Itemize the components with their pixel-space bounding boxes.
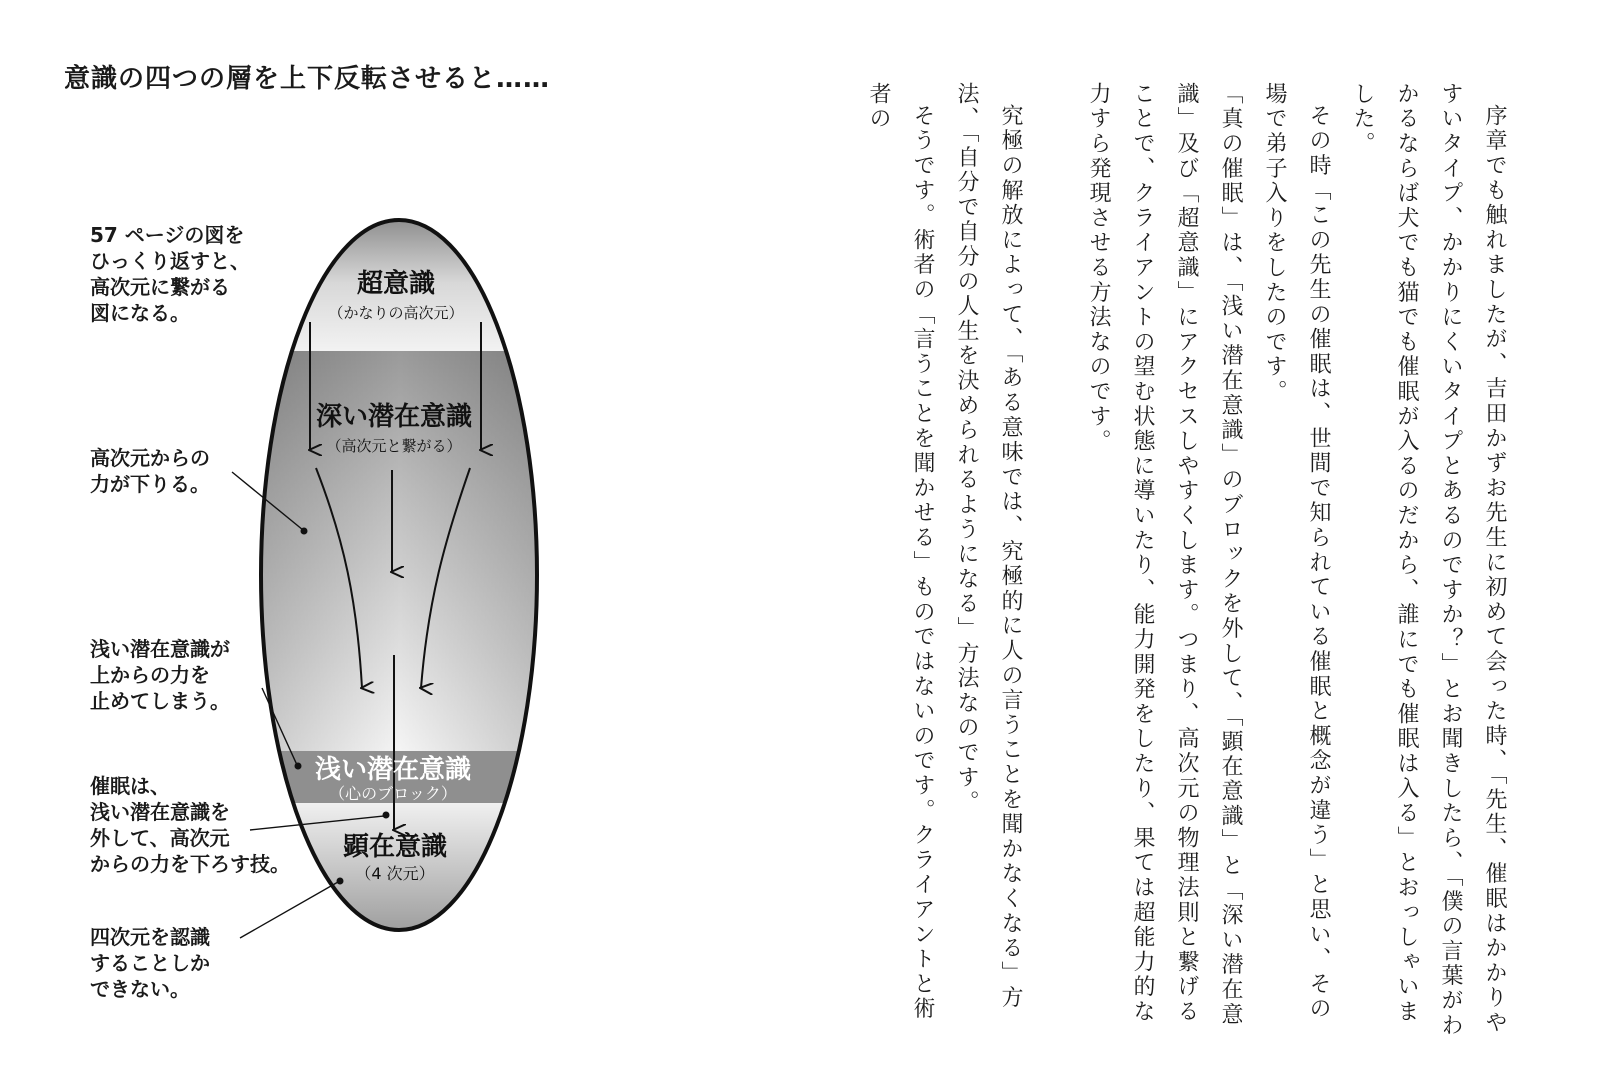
layer-name-deep: 深い潜在意識 <box>315 402 473 432</box>
layer-sub-super: （かなりの高次元） <box>328 304 464 322</box>
body-paragraph: 序章でも触れましたが、吉田かずお先生に初めて会った時、「先生、催眠はかかりやすいタイプ、かかりにくいタイプとあるのですか？」とお聞きしたら、「僕の言葉がわかるならば犬でも猫でも催眠が入るのだから、誰にでも催眠は入る」とおっしゃいました。 <box>1350 82 1507 1039</box>
leader-dot <box>295 763 302 770</box>
body-paragraph: そうです。術者の「言うことを聞かせる」ものではないのです。クライアントと術者の <box>866 82 935 1022</box>
layer-name-conscious: 顕在意識 <box>342 832 448 862</box>
layer-name-shallow: 浅い潜在意識 <box>314 755 472 785</box>
callout-power-descends: 高次元からの 力が下りる。 <box>90 446 210 496</box>
layer-sub-conscious: （4 次元） <box>355 864 435 883</box>
body-paragraph: 「真の催眠」は、「浅い潜在意識」のブロックを外して、「顕在意識」と「深い潜在意識」及び「超意識」にアクセスしやすくします。つまり、高次元の物理法則と繋げることで、クライアントの望む状態に導いたり、能力開発をしたり、果ては超能力的な力すら発現させる方法なのです。 <box>1086 82 1243 1028</box>
leader-dot <box>337 878 344 885</box>
layer-name-super: 超意識 <box>356 269 436 299</box>
callout-fourth-dimension: 四次元を認識 することしか できない。 <box>90 925 210 1001</box>
callout-shallow-blocks: 浅い潜在意識が 上からの力を 止めてしまう。 <box>90 637 230 713</box>
leader-line <box>240 882 338 938</box>
body-paragraph: 究極の解放によって、「ある意味では、究極的に人の言うことを聞かなくなる」方法、「自分で自分の人生を決められるようになる」方法なのです。 <box>954 82 1023 1011</box>
callout-hypnosis-technique: 催眠は、 浅い潜在意識を 外して、高次元 からの力を下ろす技。 <box>90 774 290 876</box>
layer-sub-deep: （高次元と繋がる） <box>326 437 462 455</box>
leader-dot <box>383 812 390 819</box>
body-text-column <box>856 82 1516 1042</box>
callout-flipped-figure: 57 ページの図を ひっくり返すと、 高次元に繋がる 図になる。 <box>90 223 250 325</box>
layer-sub-shallow: （心のブロック） <box>329 784 457 803</box>
leader-dot <box>301 528 308 535</box>
figure-title: 意識の四つの層を上下反転させると…… <box>64 64 551 94</box>
body-paragraph: その時「この先生の催眠は、世間で知られている催眠と概念が違う」と思い、その場で弟子入りをしたのです。 <box>1262 82 1331 1022</box>
